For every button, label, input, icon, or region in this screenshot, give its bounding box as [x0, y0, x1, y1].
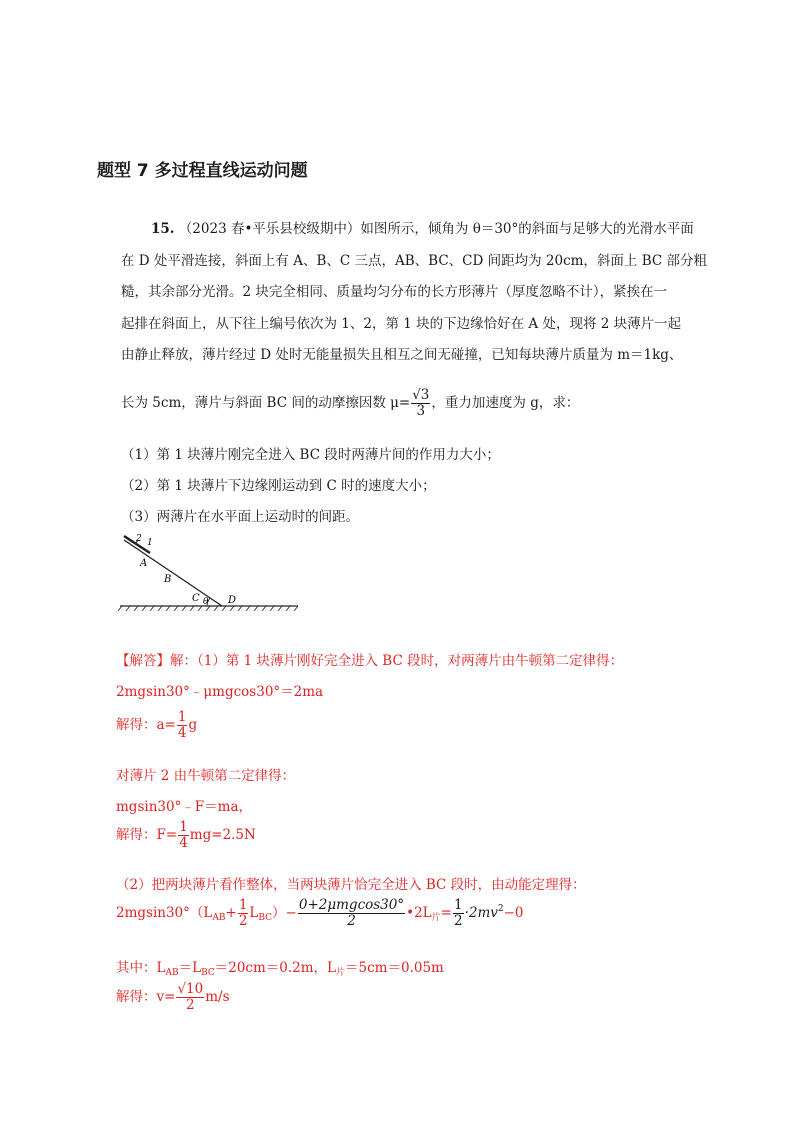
label-d: D: [228, 595, 237, 606]
answer-tag: 【解答】: [116, 653, 170, 669]
section-heading: 题型 7 多过程直线运动问题: [97, 161, 308, 181]
question-2: （2）第 1 块薄片下边缘刚运动到 C 时的速度大小；: [121, 478, 436, 494]
part2-intro: （2）把两块薄片看作整体，当两块薄片恰完全进入 BC 段时，由动能定理得：: [116, 877, 586, 893]
problem-line: 起排在斜面上，从下往上编号依次为 1、2，第 1 块的下边缘恰好在 A 处，现将 2 块薄片一起: [121, 315, 682, 332]
question-1: （1）第 1 块薄片刚完全进入 BC 段时两薄片间的作用力大小；: [121, 447, 500, 463]
question-3: （3）两薄片在水平面上运动时的间距。: [121, 509, 360, 525]
problem-line: （2023 春•平乐县校级期中）如图所示，倾角为 θ＝30°的斜面与足够大的光滑水平面: [178, 221, 694, 237]
solve-v: 解得：v= $\frac{√10}{2}$ m/s: [116, 981, 230, 1013]
mu-fraction: $\frac{√3}{3}$: [412, 387, 430, 419]
problem-line: 在 D 处平滑连接，斜面上有 A、B、C 三点，AB、BC、CD 间距均为 20cm，斜面上 BC 部分粗: [121, 252, 708, 269]
label-a: A: [140, 558, 148, 569]
incline-diagram: [110, 530, 310, 620]
where-clause: 其中：$L_{AB}=L_{BC}=20cm=0.2m$，$L_片=5cm=0.05m$: [116, 960, 444, 978]
label-b: B: [164, 574, 172, 585]
label-theta: θ: [203, 597, 209, 607]
equation-1: 2mgsin30°﹣μmgcos30°＝2ma: [116, 684, 324, 700]
problem-statement: [121, 214, 708, 372]
label-plate-1: 1: [147, 538, 153, 548]
fraction-f: $\frac{1}{4}$: [179, 819, 188, 851]
solve-a: 解得：a= $\frac{1}{4}$ g: [116, 709, 198, 741]
problem-line-mu: 长为 5cm，薄片与斜面 BC 间的动摩擦因数 μ= $\frac{√3}{3}$ ，重力加速度为 g，求：: [121, 387, 580, 419]
equation-2: mgsin30°﹣F＝ma，: [116, 799, 253, 815]
equation-3: $2mgsin30^\circ(L_{AB}+$ $\frac{1}{2}$ $L_{BC})-$ $\frac{\text{0+2μmgcos30°}}{2}$ $•2L_片=$ $\frac{1}{2}$ $\cdot 2mv^2-0$: [116, 897, 524, 929]
friction-fraction: $\frac{\text{0+2μmgcos30°}}{2}$: [298, 897, 405, 929]
answer-intro: 【解答】解：（1）第 1 块薄片刚好完全进入 BC 段时，对两薄片由牛顿第二定律得：: [116, 653, 624, 669]
problem-line: 由静止释放，薄片经过 D 处时无能量损失且相互之间无碰撞，已知每块薄片质量为 m＝1kg、: [121, 347, 683, 363]
solve-f: 解得：F= $\frac{1}{4}$ mg=2.5N: [116, 819, 256, 851]
problem-number: 15.: [151, 221, 175, 237]
fraction-v: $\frac{√10}{2}$: [177, 981, 204, 1013]
label-plate-2: 2: [136, 534, 142, 544]
plate2-intro: 对薄片 2 由牛顿第二定律得：: [116, 768, 296, 784]
fraction-a: $\frac{1}{4}$: [177, 709, 187, 741]
problem-line: 糙，其余部分光滑。2 块完全相同、质量均匀分布的长方形薄片（厚度忽略不计），紧挨在一: [121, 284, 668, 300]
label-c: C: [192, 593, 200, 604]
